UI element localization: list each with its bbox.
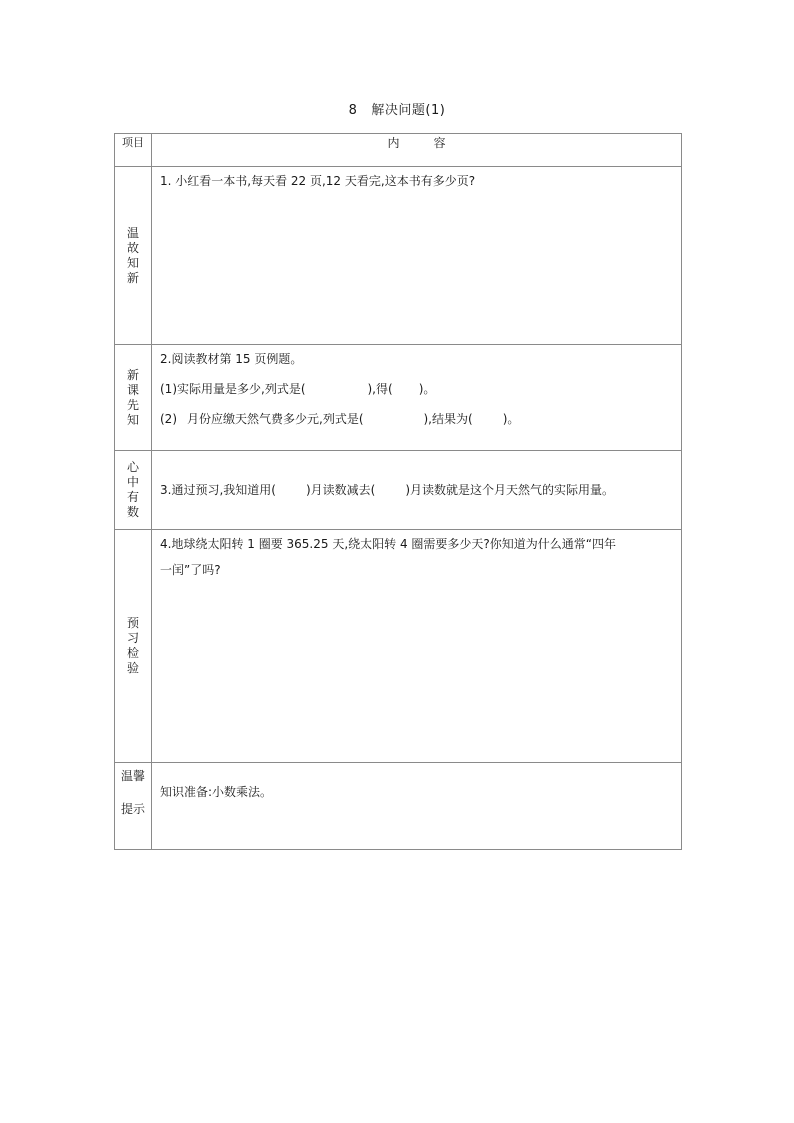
section-label-preview-test: 预习检验 <box>115 530 152 763</box>
table-row <box>115 345 682 451</box>
question-1: 1. 小红看一本书,每天看 22 页,12 天看完,这本书有多少页? <box>160 174 476 188</box>
section-content-self-check[interactable] <box>152 451 682 530</box>
table-row <box>115 763 682 850</box>
table-row <box>115 530 682 763</box>
question-2-part-2: (2) 月份应缴天然气费多少元,列式是( ),结果为( )。 <box>160 412 520 426</box>
section-content-preview-test[interactable] <box>152 530 682 763</box>
section-label-tips: 温馨 提示 <box>115 763 152 850</box>
question-4-line-2: 一闰”了吗? <box>160 563 221 577</box>
header-content-char-2: 容 <box>433 136 446 150</box>
title-number: 8 <box>348 103 358 118</box>
section-label-self-check: 心中有数 <box>115 451 152 530</box>
section-content-new-lesson[interactable] <box>152 345 682 451</box>
table-row <box>115 167 682 345</box>
table-header-row <box>115 134 682 167</box>
section-content-tips <box>152 763 682 850</box>
section-content-review[interactable] <box>152 167 682 345</box>
question-4-line-1: 4.地球绕太阳转 1 圈要 365.25 天,绕太阳转 4 圈需要多少天?你知道为什么通常“四年 <box>160 537 616 551</box>
question-2-part-1: (1)实际用量是多少,列式是( ),得( )。 <box>160 382 436 396</box>
table-row <box>115 451 682 530</box>
preview-table <box>114 133 682 850</box>
section-label-review: 温故知新 <box>115 167 152 345</box>
question-2-intro: 2.阅读教材第 15 页例题。 <box>160 352 303 366</box>
header-item-label: 项目 <box>115 134 152 167</box>
section-label-new-lesson: 新课先知 <box>115 345 152 451</box>
tip-text: 知识准备:小数乘法。 <box>160 785 273 799</box>
title-text: 解决问题(1) <box>371 103 446 118</box>
question-3: 3.通过预习,我知道用( )月读数减去( )月读数就是这个月天然气的实际用量。 <box>160 483 615 497</box>
header-content-char-1: 内 <box>387 136 400 150</box>
page-title <box>0 99 794 118</box>
header-content-label <box>152 134 682 167</box>
